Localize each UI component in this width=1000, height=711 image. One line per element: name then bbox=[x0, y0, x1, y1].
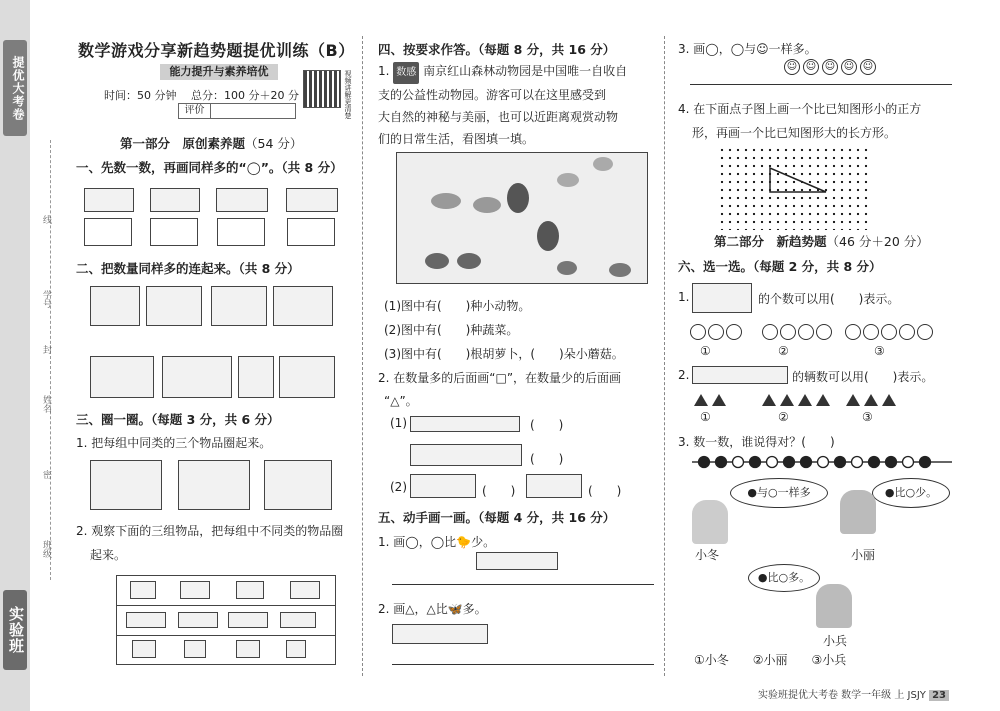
apples-image bbox=[84, 188, 134, 212]
option-triangles-3[interactable] bbox=[846, 394, 900, 409]
bead-string bbox=[692, 454, 952, 470]
row-label: (1) bbox=[390, 416, 407, 430]
eval-label: 评价 bbox=[179, 104, 211, 118]
feathers-right-image bbox=[526, 474, 582, 498]
chicks-image bbox=[476, 552, 558, 570]
option-2[interactable]: ② bbox=[778, 410, 789, 424]
side-tag-bottom: 实验班 bbox=[3, 590, 27, 670]
time-limit: 时间：50 分钟 bbox=[104, 89, 177, 102]
question-1: 一、先数一数，再画同样多的“◯”。（共 8 分） bbox=[76, 160, 343, 175]
boy2-avatar bbox=[816, 584, 852, 628]
speech-bubble-3: ●比○多。 bbox=[748, 564, 820, 592]
bricks-image[interactable] bbox=[146, 286, 202, 326]
option-triangles-2[interactable] bbox=[694, 394, 730, 409]
answer-line[interactable] bbox=[392, 584, 654, 585]
question-2: 二、把数量同样多的连起来。（共 8 分） bbox=[76, 261, 300, 276]
option-3[interactable]: ③ bbox=[874, 344, 885, 358]
kid-name-3: 小兵 bbox=[823, 634, 848, 648]
answer-paren[interactable]: ( ) bbox=[530, 418, 564, 432]
bead bbox=[920, 457, 931, 468]
cupcakes-image[interactable] bbox=[162, 356, 232, 398]
page-number: 23 bbox=[929, 690, 949, 701]
butterflies-image bbox=[392, 624, 488, 644]
option-circles-3[interactable] bbox=[690, 324, 744, 343]
question-6-2-num: 2. bbox=[678, 368, 690, 382]
radish-image[interactable] bbox=[286, 640, 306, 658]
answer-box[interactable] bbox=[84, 218, 132, 246]
bananas-image[interactable] bbox=[279, 356, 335, 398]
qr-code-icon[interactable] bbox=[303, 70, 341, 108]
question-4-2-line1: 2. 在数量多的后面画“□”，在数量少的后面画 bbox=[378, 371, 622, 385]
answer-line[interactable] bbox=[392, 664, 654, 665]
answer-line[interactable] bbox=[690, 84, 952, 85]
binding-label: 班级 bbox=[41, 540, 51, 558]
vehicles-image[interactable] bbox=[264, 460, 332, 510]
question-5-4-line2: 形，再画一个比已知图形大的长方形。 bbox=[692, 126, 897, 140]
question-3-1: 1. 把每组中同类的三个物品圈起来。 bbox=[76, 436, 272, 450]
answer-paren[interactable]: ( ) bbox=[482, 484, 516, 498]
binding-label: 密 bbox=[41, 470, 51, 479]
binding-line bbox=[50, 140, 51, 580]
answer-paren[interactable]: ( ) bbox=[588, 484, 622, 498]
question-4-1b: (2)图中有( )种蔬菜。 bbox=[384, 323, 519, 337]
option-circles-5[interactable] bbox=[845, 324, 935, 343]
row-label: (2) bbox=[390, 480, 407, 494]
question-4-2-line2: “△”。 bbox=[384, 394, 418, 408]
footer-text: 实验班提优大考卷 数学一年级 上 JSJY bbox=[758, 690, 926, 701]
question-6-1: 的个数可以用( )表示。 bbox=[758, 292, 900, 306]
kid-name-2: 小丽 bbox=[851, 548, 876, 562]
question-3-2-line2: 起来。 bbox=[90, 548, 127, 562]
subtitle-bar: 能力提升与素养培优 bbox=[160, 64, 278, 80]
bead bbox=[784, 457, 795, 468]
burgers-image[interactable] bbox=[90, 356, 154, 398]
option-triangles-4[interactable] bbox=[762, 394, 834, 409]
feathers-left-image bbox=[410, 474, 476, 498]
option-2[interactable]: ② bbox=[778, 344, 789, 358]
kid-name-1: 小冬 bbox=[695, 548, 720, 562]
side-strip bbox=[0, 0, 30, 711]
boy-avatar bbox=[692, 500, 728, 544]
binding-label: 姓名 bbox=[41, 395, 51, 413]
jet-image[interactable] bbox=[178, 612, 218, 628]
car-image[interactable] bbox=[228, 612, 268, 628]
girl-avatar bbox=[840, 490, 876, 534]
eggplants-image[interactable] bbox=[273, 286, 333, 326]
page-footer bbox=[758, 686, 949, 701]
donuts-image[interactable] bbox=[238, 356, 274, 398]
question-4-1a: (1)图中有( )种小动物。 bbox=[384, 299, 531, 313]
answer-options[interactable]: ①小冬 ②小丽 ③小兵 bbox=[694, 653, 847, 667]
bead bbox=[733, 457, 744, 468]
bead bbox=[699, 457, 710, 468]
question-4-1c: (3)图中有( )根胡萝卜，( )朵小蘑菇。 bbox=[384, 347, 624, 361]
question-6-2: 的辆数可以用( )表示。 bbox=[792, 370, 934, 384]
zoo-scene-image bbox=[396, 152, 648, 284]
number-sense-badge: 数感 bbox=[393, 62, 419, 84]
question-5: 五、动手画一画。（每题 4 分，共 16 分） bbox=[378, 510, 616, 525]
watermelons-image bbox=[150, 188, 200, 212]
bead bbox=[750, 457, 761, 468]
peach-image[interactable] bbox=[184, 640, 206, 658]
option-circles-4[interactable] bbox=[762, 324, 834, 343]
cube-image[interactable] bbox=[236, 581, 264, 599]
cylinder-image[interactable] bbox=[130, 581, 156, 599]
spinning-tops-image bbox=[410, 444, 522, 466]
bead bbox=[716, 457, 727, 468]
side-tag-top: 提优大考卷 bbox=[3, 40, 27, 136]
eggplant-image[interactable] bbox=[236, 640, 260, 658]
mushrooms-image bbox=[216, 188, 268, 212]
given-triangle bbox=[766, 164, 830, 196]
binding-label: 学号 bbox=[41, 290, 51, 308]
cabbage-image[interactable] bbox=[132, 640, 156, 658]
flowers-image[interactable] bbox=[90, 460, 162, 510]
column-divider bbox=[362, 36, 363, 676]
page-title: 数学游戏分享新趋势题提优训练（B） bbox=[78, 41, 355, 60]
binding-label: 封 bbox=[41, 345, 51, 354]
answer-box[interactable] bbox=[217, 218, 265, 246]
peaches-image bbox=[286, 188, 338, 212]
question-5-3: 3. 画◯，◯与☺一样多。 bbox=[678, 42, 817, 56]
bead bbox=[801, 457, 812, 468]
question-6-1-num: 1. bbox=[678, 290, 690, 304]
time-info bbox=[104, 87, 299, 103]
bead bbox=[852, 457, 863, 468]
bead bbox=[818, 457, 829, 468]
airplane-image[interactable] bbox=[126, 612, 166, 628]
bicycles-image bbox=[692, 366, 788, 384]
evaluation-box[interactable] bbox=[178, 103, 296, 119]
smiley-faces: ☺ ☺ ☺ ☺ ☺ bbox=[784, 58, 879, 75]
cuboid-image[interactable] bbox=[180, 581, 210, 599]
pears-image[interactable] bbox=[211, 286, 267, 326]
question-5-1: 1. 画◯，◯比🐤少。 bbox=[378, 535, 496, 549]
question-4-1-text: 1. 数感 南京红山森林动物园是中国唯一自收自 支的公益性动物园。游客可以在这里感受到 大自然的神秘与美丽，也可以近距离观赏动物 们的日常生活，看图填一填。 bbox=[378, 64, 628, 146]
airplanes-image bbox=[410, 416, 520, 432]
peaches-group-image bbox=[692, 283, 752, 313]
question-3-2-line1: 2. 观察下面的三组物品，把每组中不同类的物品圈 bbox=[76, 524, 344, 538]
question-6: 六、选一选。（每题 2 分，共 8 分） bbox=[678, 259, 882, 274]
answer-box[interactable] bbox=[150, 218, 198, 246]
bead bbox=[767, 457, 778, 468]
speech-bubble-1: ●与○一样多 bbox=[730, 478, 828, 508]
column-divider bbox=[664, 36, 665, 676]
pumpkins-image[interactable] bbox=[90, 286, 140, 326]
total-score: 总分：100 分＋20 分 bbox=[191, 89, 299, 102]
bead bbox=[835, 457, 846, 468]
option-3[interactable]: ③ bbox=[862, 410, 873, 424]
bead bbox=[886, 457, 897, 468]
question-6-3: 3. 数一数，谁说得对？( ) bbox=[678, 435, 835, 449]
speech-bubble-2: ●比○少。 bbox=[872, 478, 950, 508]
bead bbox=[903, 457, 914, 468]
answer-box[interactable] bbox=[287, 218, 335, 246]
binding-label: 线 bbox=[41, 215, 51, 224]
qr-label: 视频讲解更清楚 bbox=[344, 70, 352, 119]
option-1[interactable]: ① bbox=[700, 410, 711, 424]
answer-paren[interactable]: ( ) bbox=[530, 452, 564, 466]
fruits-image[interactable] bbox=[178, 460, 250, 510]
bead bbox=[869, 457, 880, 468]
question-5-4-line1: 4. 在下面点子图上画一个比已知图形小的正方 bbox=[678, 102, 922, 116]
part1-heading: 第一部分 原创素养题（54 分） bbox=[120, 136, 303, 151]
question-3: 三、圈一圈。（每题 3 分，共 6 分） bbox=[76, 412, 280, 427]
option-1[interactable]: ① bbox=[700, 344, 711, 358]
helicopter-image[interactable] bbox=[280, 612, 316, 628]
question-4: 四、按要求作答。（每题 8 分，共 16 分） bbox=[378, 42, 616, 57]
part2-heading: 第二部分 新趋势题（46 分＋20 分） bbox=[714, 234, 929, 249]
box-image[interactable] bbox=[290, 581, 320, 599]
question-5-2: 2. 画△，△比🦋多。 bbox=[378, 602, 487, 616]
